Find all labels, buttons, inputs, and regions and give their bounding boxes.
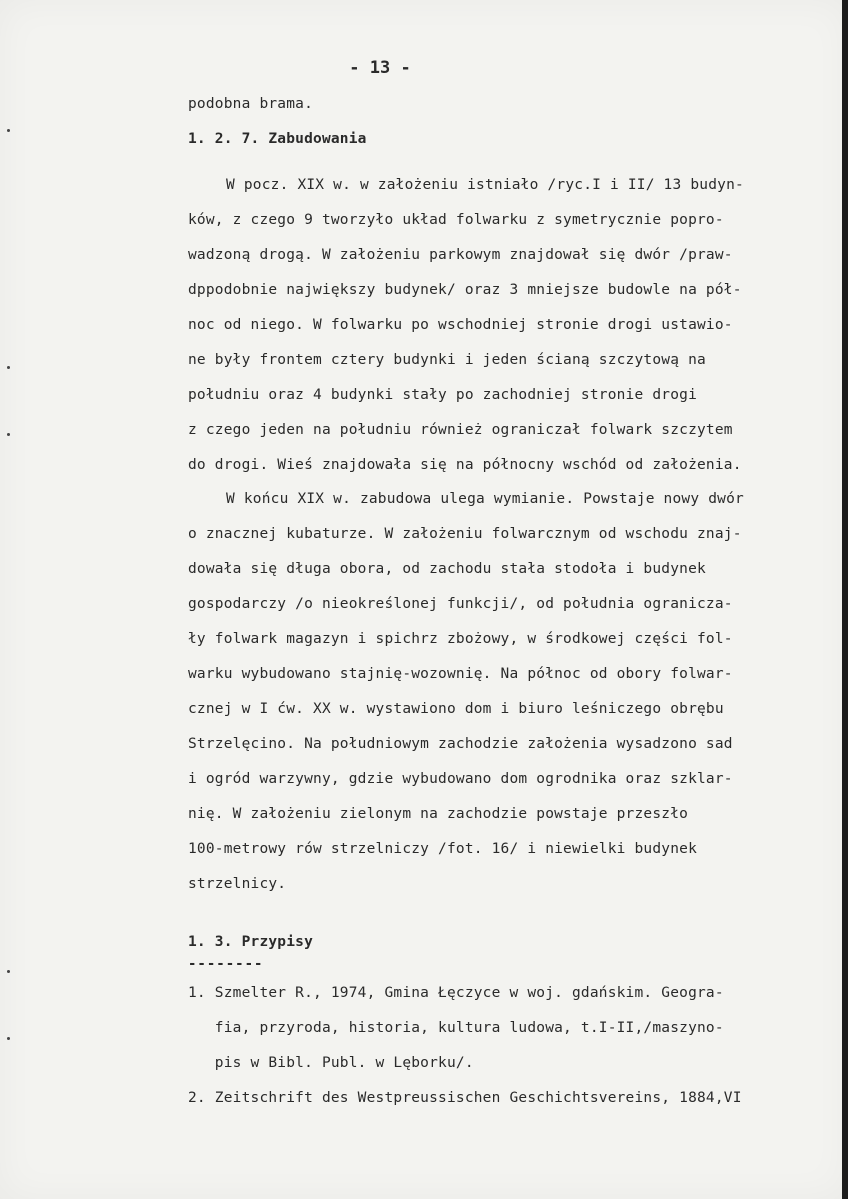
text-line: W pocz. XIX w. w założeniu istniało /ryc.I i II/ 13 budyn- bbox=[226, 177, 744, 193]
continued-line: podobna brama. bbox=[188, 96, 314, 112]
footnote-line: 2. Zeitschrift des Westpreussischen Geschichtsvereins, 1884,VI bbox=[188, 1090, 742, 1106]
text-line: warku wybudowano stajnię-wozownię. Na północ od obory folwar- bbox=[188, 666, 733, 682]
text-line: i ogród warzywny, gdzie wybudowano dom ogrodnika oraz szklar- bbox=[188, 771, 733, 787]
scan-edge bbox=[842, 0, 848, 1199]
text-line: strzelnicy. bbox=[188, 876, 287, 892]
text-line: W końcu XIX w. zabudowa ulega wymianie. Powstaje nowy dwór bbox=[226, 491, 744, 507]
text-line: cznej w I ćw. XX w. wystawiono dom i biuro leśniczego obrębu bbox=[188, 701, 724, 717]
text-line: Strzelęcino. Na południowym zachodzie założenia wysadzono sad bbox=[188, 736, 733, 752]
heading-underline: -------- bbox=[188, 956, 264, 972]
footnote-line: 1. Szmelter R., 1974, Gmina Łęczyce w woj. gdańskim. Geogra- bbox=[188, 985, 724, 1001]
margin-mark bbox=[7, 366, 10, 369]
text-line: ne były frontem cztery budynki i jeden ścianą szczytową na bbox=[188, 352, 706, 368]
margin-mark bbox=[7, 1037, 10, 1040]
text-line: gospodarczy /o nieokreślonej funkcji/, od południa ogranicza- bbox=[188, 596, 733, 612]
section-heading: 1. 2. 7. Zabudowania bbox=[188, 131, 367, 147]
text-line: dowała się długa obora, od zachodu stała stodoła i budynek bbox=[188, 561, 706, 577]
margin-mark bbox=[7, 129, 10, 132]
text-line: dppodobnie największy budynek/ oraz 3 mniejsze budowle na pół- bbox=[188, 282, 742, 298]
text-line: nię. W założeniu zielonym na zachodzie powstaje przeszło bbox=[188, 806, 689, 822]
footnote-line: pis w Bibl. Publ. w Lęborku/. bbox=[188, 1055, 474, 1071]
text-line: o znacznej kubaturze. W założeniu folwarcznym od wschodu znaj- bbox=[188, 526, 742, 542]
text-line: ków, z czego 9 tworzyło układ folwarku z symetrycznie popro- bbox=[188, 212, 724, 228]
footnote-line: fia, przyroda, historia, kultura ludowa, t.I-II,/maszyno- bbox=[188, 1020, 724, 1036]
text-line: do drogi. Wieś znajdowała się na północny wschód od założenia. bbox=[188, 457, 742, 473]
text-line: 100-metrowy rów strzelniczy /fot. 16/ i niewielki budynek bbox=[188, 841, 697, 857]
text-line: ły folwark magazyn i spichrz zbożowy, w środkowej części fol- bbox=[188, 631, 733, 647]
margin-mark bbox=[7, 433, 10, 436]
footnotes-heading: 1. 3. Przypisy bbox=[188, 934, 314, 950]
text-line: noc od niego. W folwarku po wschodniej stronie drogi ustawio- bbox=[188, 317, 733, 333]
text-line: wadzoną drogą. W założeniu parkowym znajdował się dwór /praw- bbox=[188, 247, 733, 263]
page-number: - 13 - bbox=[349, 58, 411, 78]
margin-mark bbox=[7, 970, 10, 973]
text-line: z czego jeden na południu również ograniczał folwark szczytem bbox=[188, 422, 733, 438]
text-line: południu oraz 4 budynki stały po zachodniej stronie drogi bbox=[188, 387, 697, 403]
